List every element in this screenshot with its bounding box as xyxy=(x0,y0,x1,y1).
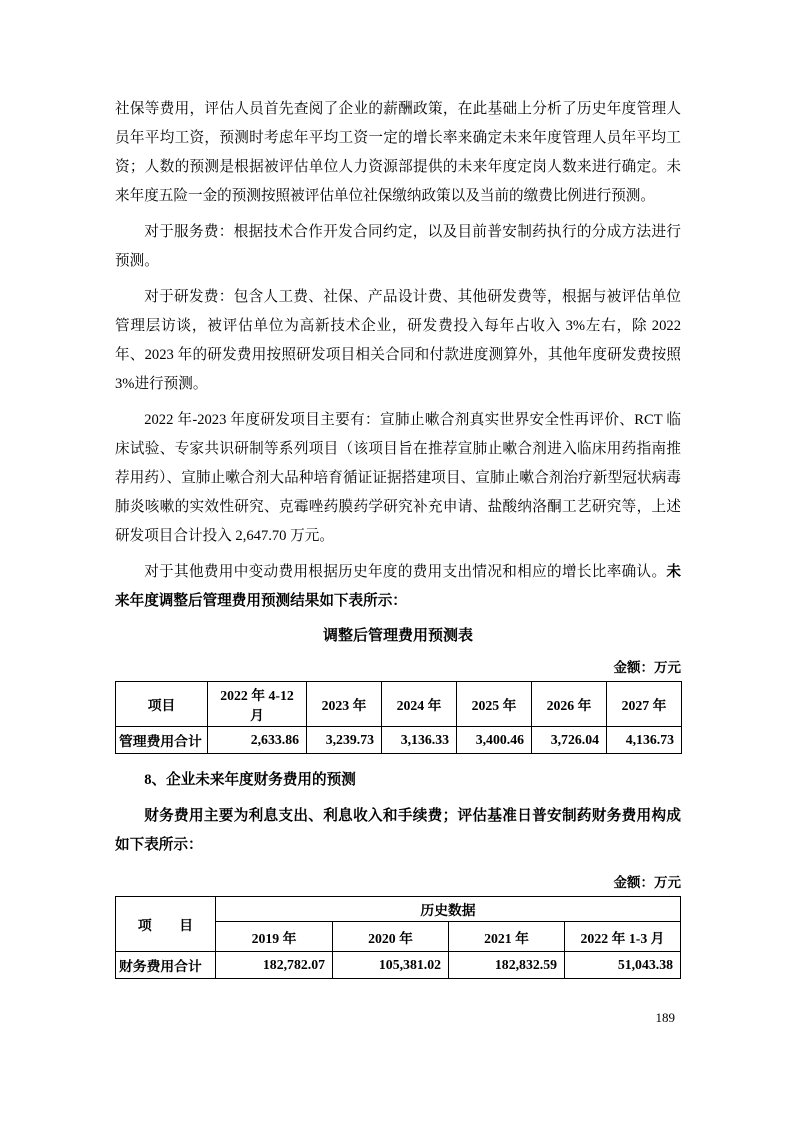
paragraph-other-fee xyxy=(115,558,681,616)
table1-value-2023: 3,239.73 xyxy=(307,727,382,754)
table2-header-2021: 2021 年 xyxy=(449,922,565,952)
section8-paragraph: 财务费用主要为利息支出、利息收入和手续费；评估基准日普安制药财务费用构成如下表所示： xyxy=(115,808,681,853)
table2-value-2022q1: 51,043.38 xyxy=(565,952,681,979)
table2-value-2020: 105,381.02 xyxy=(333,952,449,979)
table1-header-2025: 2025 年 xyxy=(457,682,532,727)
table-row xyxy=(116,727,682,754)
table2-header-item: 项 目 xyxy=(116,897,216,952)
table1-value-2027: 4,136.73 xyxy=(607,727,682,754)
table1-value-2022: 2,633.86 xyxy=(208,727,307,754)
section8-heading: 8、企业未来年度财务费用的预测 xyxy=(144,772,356,788)
table-row xyxy=(116,952,681,979)
table-header-row xyxy=(116,682,682,727)
table1-header-2024: 2024 年 xyxy=(382,682,457,727)
table2-row-label: 财务费用合计 xyxy=(116,952,216,979)
table1-header-2026: 2026 年 xyxy=(532,682,607,727)
table1-header-2027: 2027 年 xyxy=(607,682,682,727)
table1-unit-label: 金额：万元 xyxy=(613,660,681,675)
table1-header-2023: 2023 年 xyxy=(307,682,382,727)
table2-unit-label: 金额：万元 xyxy=(613,875,681,890)
table2-header-2020: 2020 年 xyxy=(333,922,449,952)
finance-fee-history-table xyxy=(115,896,681,979)
management-fee-forecast-table xyxy=(115,681,682,754)
paragraph-social-insurance: 社保等费用，评估人员首先查阅了企业的薪酬政策，在此基础上分析了历史年度管理人员年平均工资，预测时考虑年平均工资一定的增长率来确定未来年度管理人员年平均工资；人数的预测是根据被评估单位人力资源部提供的未来年度定岗人数来进行确定。未来年度五险一金的预测按照被评估单位社保缴纳政策以及当前的缴费比例进行预测。 xyxy=(115,101,681,204)
table2-value-2021: 182,832.59 xyxy=(449,952,565,979)
paragraph-service-fee: 对于服务费：根据技术合作开发合同约定，以及目前普安制药执行的分成方法进行预测。 xyxy=(115,224,681,269)
table-header-row xyxy=(116,897,681,922)
paragraph-other-fee-bold: 未来年度调整后管理费用预测结果如下表所示： xyxy=(115,564,681,609)
paragraph-rd-projects: 2022 年-2023 年度研发项目主要有：宣肺止嗽合剂真实世界安全性再评价、RCT 临床试验、专家共识研制等系列项目（该项目旨在推荐宣肺止嗽合剂进入临床用药指南推荐用药）、宣肺止嗽合剂大品种培育循证证据搭建项目、宣肺止嗽合剂治疗新型冠状病毒肺炎咳嗽的实效性研究、克霉唑药膜药学研究补充申请、盐酸纳洛酮工艺研究等，上述研发项目合计投入 2,647.70 万元。 xyxy=(115,412,681,544)
table1-value-2025: 3,400.46 xyxy=(457,727,532,754)
table2-value-2019: 182,782.07 xyxy=(216,952,333,979)
table2-group-header: 历史数据 xyxy=(216,897,681,922)
table2-header-2022q1: 2022 年 1-3 月 xyxy=(565,922,681,952)
table1-value-2024: 3,136.33 xyxy=(382,727,457,754)
table2-header-2019: 2019 年 xyxy=(216,922,333,952)
table1-header-item: 项目 xyxy=(116,682,208,727)
page-number: 189 xyxy=(655,1010,675,1025)
paragraph-rd-fee: 对于研发费：包含人工费、社保、产品设计费、其他研发费等，根据与被评估单位管理层访谈，被评估单位为高新技术企业，研发费投入每年占收入 3%左右，除 2022 年、2023 年的研发费用按照研发项目相关合同和付款进度测算外，其他年度研发费按照 3%进行预测。 xyxy=(115,289,681,392)
table1-title: 调整后管理费用预测表 xyxy=(322,628,473,644)
paragraph-other-fee-normal: 对于其他费用中变动费用根据历史年度的费用支出情况和相应的增长比率确认。 xyxy=(144,564,667,580)
table1-header-2022: 2022 年 4-12 月 xyxy=(208,682,307,727)
table1-value-2026: 3,726.04 xyxy=(532,727,607,754)
table1-row-label: 管理费用合计 xyxy=(116,727,208,754)
